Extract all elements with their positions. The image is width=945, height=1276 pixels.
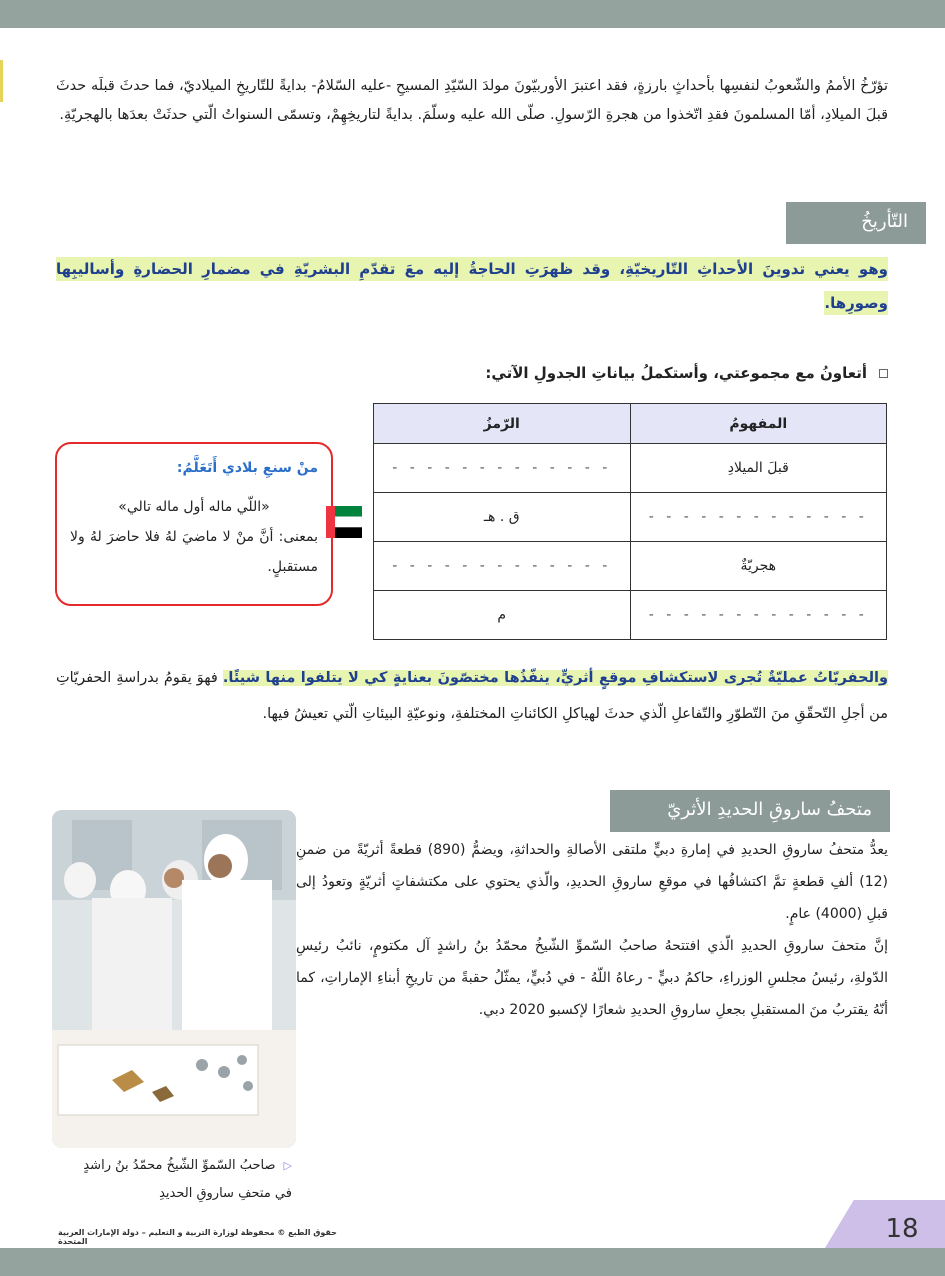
table-header: المفهومُ bbox=[630, 404, 887, 444]
excavations-paragraph bbox=[56, 660, 888, 732]
museum-photo bbox=[52, 810, 296, 1148]
table-row bbox=[374, 444, 887, 493]
top-band bbox=[0, 0, 945, 28]
uae-flag-icon bbox=[326, 506, 362, 538]
proverb-meaning: بمعنى: أنَّ منْ لا ماضيَ لهُ فلا حاضرَ لهُ ولا مستقبلٍ. bbox=[70, 529, 318, 575]
table-cell-blank[interactable]: - - - - - - - - - - - - - bbox=[630, 493, 887, 542]
excavations-highlight: والحفريّاتُ عمليّةٌ تُجرى لاستكشافِ موقعٍ أثريٍّ، ينفّذُها مختصّونَ بعنايةٍ كي لا يتلفوا منها شيئًا. bbox=[222, 670, 888, 686]
task-instruction bbox=[420, 364, 888, 382]
task-text: أتعاونُ مع مجموعتي، وأستكملُ بياناتِ الجدولِ الآتي: bbox=[485, 364, 867, 382]
table-row bbox=[374, 493, 887, 542]
table-cell: م bbox=[374, 591, 631, 640]
quote-box-text bbox=[70, 492, 318, 582]
table-header: الرّمزُ bbox=[374, 404, 631, 444]
photo-caption bbox=[72, 1152, 292, 1208]
table-cell-blank[interactable]: - - - - - - - - - - - - - bbox=[374, 444, 631, 493]
section-tag-history: التّأريخُ bbox=[786, 202, 926, 244]
excavations-text: فهوَ يقومُ بدراسةِ الحفريّاتِ من أجلِ التّحقّقِ منَ التّطوّرِ والتّفاعلِ الّذي حدثَ لهياكلِ الكائناتِ المختلفةِ، ونوعيّةِ البيئاتِ الّتي تعيشُ فيها. bbox=[56, 670, 888, 722]
definition-paragraph bbox=[56, 252, 888, 320]
section-tag-museum: متحفُ ساروقِ الحديدِ الأثريّ bbox=[610, 790, 890, 832]
table-row bbox=[374, 542, 887, 591]
table-row bbox=[374, 591, 887, 640]
caption-text: صاحبُ السّموِّ الشّيخُ محمّدُ بنُ راشدٍ في متحفِ ساروقِ الحديدِ bbox=[83, 1158, 292, 1201]
table-cell-blank[interactable]: - - - - - - - - - - - - - bbox=[374, 542, 631, 591]
table-header-row bbox=[374, 404, 887, 444]
definition-highlight: وهو يعني تدوينَ الأحداثِ التّاريخيّةِ، وقد ظهرَتِ الحاجةُ إليه معَ تقدّمِ البشريّةِ في مضمارِ الحضارةِ وأساليبِها وصورِها. bbox=[56, 257, 888, 315]
bottom-band bbox=[0, 1248, 945, 1276]
bullet-icon bbox=[879, 369, 888, 378]
quote-box-title: منْ سنعِ بلادي أَتَعَلَّمُ: bbox=[176, 460, 318, 476]
proverb-text: «اللّي ماله أول ماله تالي» bbox=[118, 499, 270, 515]
museum-paragraph-2: إنَّ متحفَ ساروقِ الحديدِ الّذي افتتحهُ صاحبُ السّموِّ الشّيخُ محمّدُ بنُ راشدٍ آل مكتومٍ، نائبُ رئيسِ الدّولةِ، رئيسُ مجلسِ الوزراءِ، حاكمُ دبيٍّ - رعاهُ اللّهُ - في دُبيٍّ، يمثّلُ حقبةً من تاريخِ أبناءِ الإماراتِ، كما أنّهُ يقتربُ منَ المستقبلِ بجعلِ ساروقِ الحديدِ شعارًا لإكسبو 2020 دبي. bbox=[296, 938, 888, 1018]
table-cell: هجريّةٌ bbox=[630, 542, 887, 591]
margin-marker bbox=[0, 60, 3, 102]
table-cell-blank[interactable]: - - - - - - - - - - - - - bbox=[630, 591, 887, 640]
table-cell: ق . هـ bbox=[374, 493, 631, 542]
museum-paragraph-1: يعدُّ متحفُ ساروقِ الحديدِ في إمارةِ دبيٍّ ملتقى الأصالةِ والحداثةِ، ويضمُّ (890) قطعةً أثريّةً من ضمنِ (12) ألفِ قطعةٍ تمَّ اكتشافُها في موقعِ ساروقِ الحديدِ، والّذي يحتوي على مكتشفاتٍ أثريّةٍ وتعودُ إلى قبلِ (4000) عامٍ. bbox=[296, 842, 888, 922]
concepts-table bbox=[373, 403, 887, 640]
page-number: 18 bbox=[885, 1214, 919, 1244]
table-cell: قبلَ الميلادِ bbox=[630, 444, 887, 493]
museum-photo-illustration bbox=[52, 810, 296, 1148]
caption-arrow-icon: ▷ bbox=[283, 1159, 292, 1172]
copyright-notice: حقوق الطبع © محفوظة لوزارة التربية و التعليم – دولة الإمارات العربية المتحدة bbox=[58, 1228, 337, 1246]
intro-paragraph: تؤرّخُ الأممُ والشّعوبُ لنفسِها بأحداثٍ بارزةٍ، فقد اعتبرَ الأوربيّونَ مولدَ السّيّدِ المسيحِ -عليه السّلامُ- بدايةً للتّاريخِ الميلاديّ، فما حدثَ قبلَه حدثَ قبلَ الميلادِ، أمّا المسلمونَ فقدِ اتّخذوا من هجرةِ الرّسولِ. صلّى الله عليه وسلّمَ. بدايةً لتاريخِهِمْ، وتسمّى السنواتُ الّتي حدثَتْ بعدَها بالهجريّةِ. bbox=[56, 78, 888, 123]
